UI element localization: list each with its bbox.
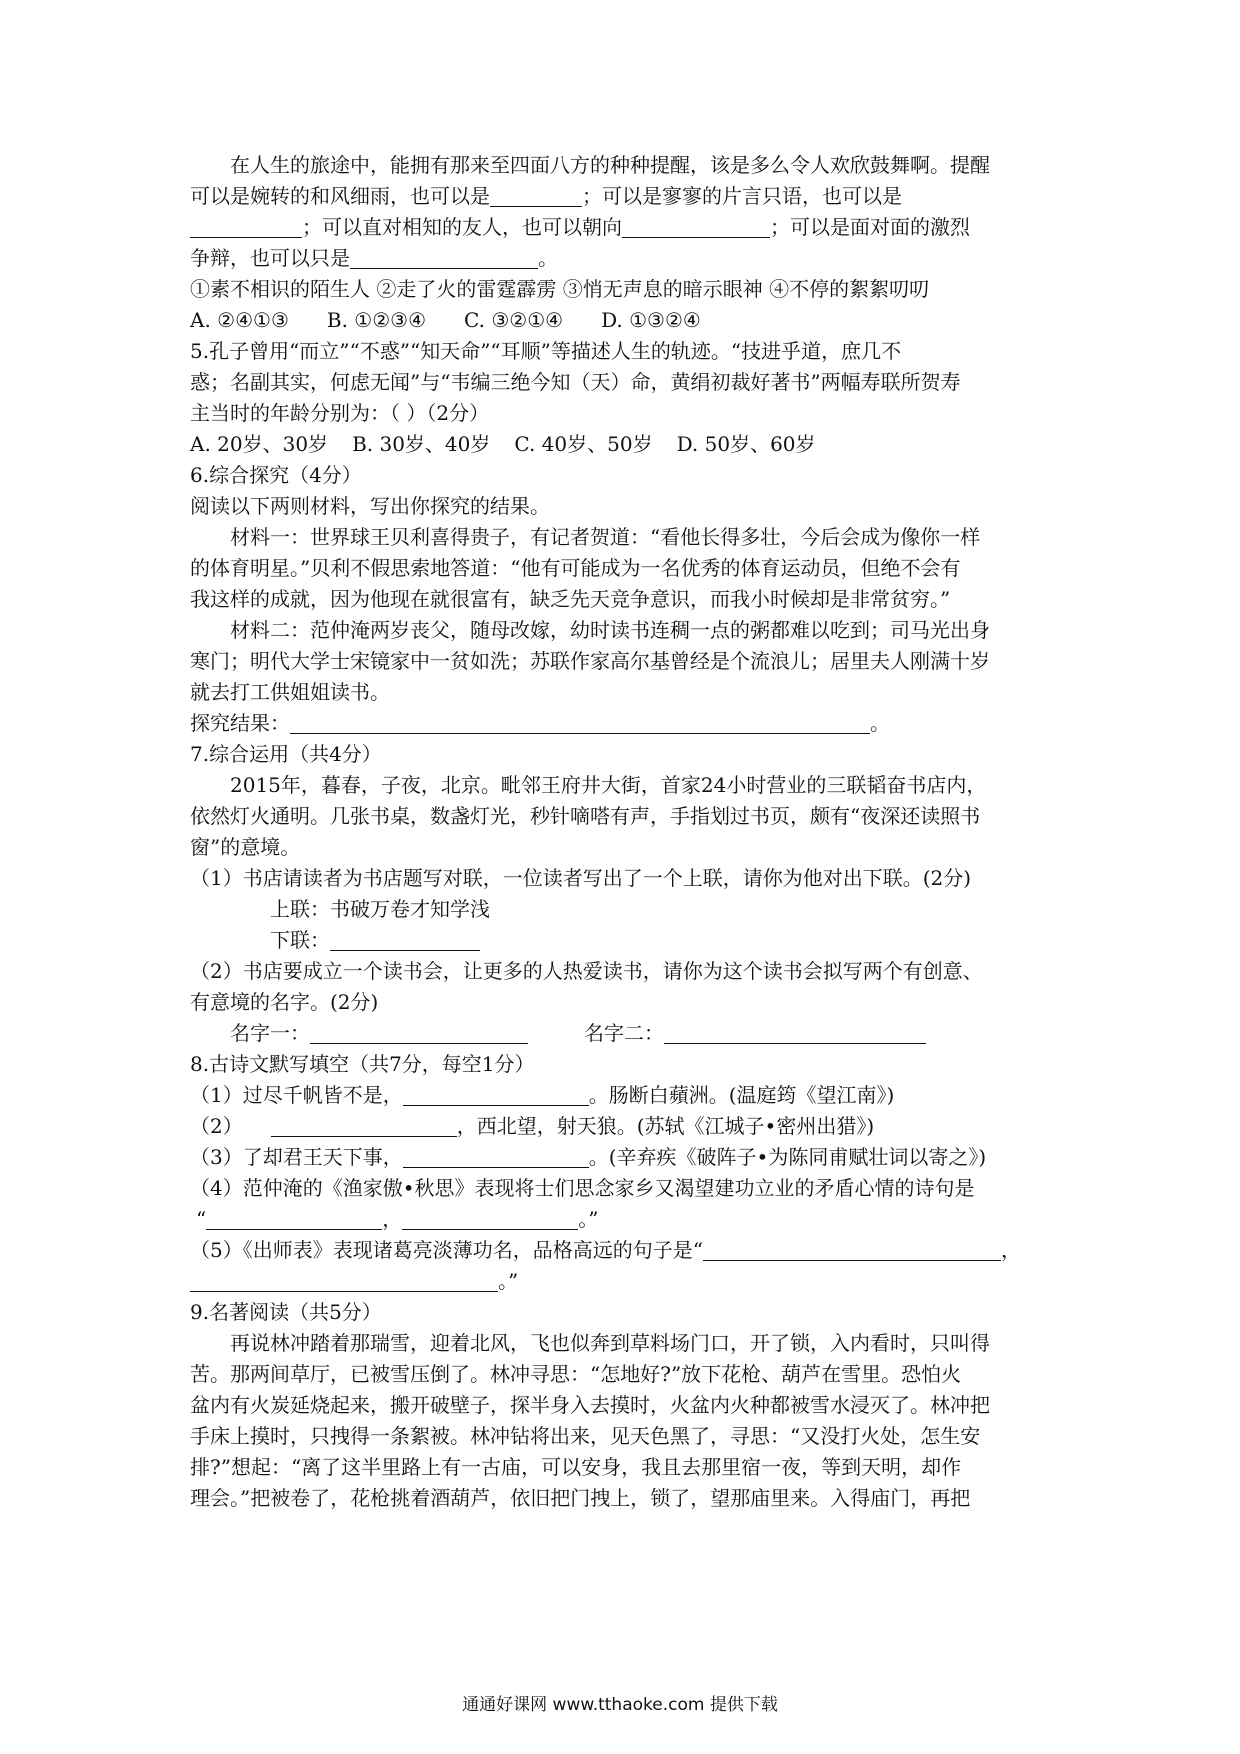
poem-text: （3）了却君王天下事， bbox=[190, 1145, 403, 1169]
poem-blank[interactable] bbox=[403, 1085, 589, 1106]
q9-passage-line: 理会。”把被卷了，花枪挑着酒葫芦，依旧把门拽上，锁了，望那庙里来。入得庙门，再把 bbox=[190, 1486, 971, 1510]
q5-line-1: 5.孔子曾用“而立”“不惑”“知天命”“耳顺”等描述人生的轨迹。“技进乎道，庶几不 bbox=[190, 339, 902, 363]
q7-sub-2a: （2）书店要成立一个读书会，让更多的人热爱读书，请你为这个读书会拟写两个有创意、 bbox=[190, 959, 983, 983]
answer-blank[interactable] bbox=[350, 248, 538, 269]
lower-label: 下联： bbox=[270, 928, 330, 952]
q9-title: 9.名著阅读（共5分） bbox=[190, 1300, 382, 1324]
name-1-label: 名字一： bbox=[230, 1021, 310, 1045]
answer-blank[interactable] bbox=[190, 217, 302, 238]
answer-blank[interactable] bbox=[622, 217, 770, 238]
intro-text: 可以是婉转的和风细雨，也可以是 bbox=[190, 184, 490, 208]
q8-item-2 bbox=[190, 1111, 1070, 1142]
q9-passage-line: 再说林冲踏着那瑞雪，迎着北风，飞也似奔到草料场门口，开了锁，入内看时，只叫得 bbox=[230, 1331, 990, 1355]
q6-prompt: 阅读以下两则材料，写出你探究的结果。 bbox=[190, 494, 550, 518]
option-c[interactable]: C. ③②①④ bbox=[464, 308, 564, 332]
q9-passage-line: 排?”想起：“离了这半里路上有一古庙，可以安身，我且去那里宿一夜，等到天明，却作 bbox=[190, 1455, 962, 1479]
poem-text: 。肠断白蘋洲。(温庭筠《望江南》) bbox=[588, 1083, 895, 1107]
poem-text: （5）《出师表》表现诸葛亮淡薄功名，品格高远的句子是“ bbox=[190, 1238, 703, 1262]
option-b[interactable]: B. 30岁、40岁 bbox=[352, 432, 491, 456]
q7-sub-1: （1）书店请读者为书店题写对联，一位读者写出了一个上联，请你为他对出下联。(2分) bbox=[190, 866, 972, 890]
q9-passage-line: 盆内有火炭延烧起来，搬开破壁子，探半身入去摸时，火盆内火种都被雪水浸灭了。林冲把 bbox=[190, 1393, 990, 1417]
q8-item-3 bbox=[190, 1142, 1070, 1173]
option-d[interactable]: D. ①③②④ bbox=[601, 308, 701, 332]
q7-paragraph-line: 依然灯火通明。几张书桌，数盏灯光，秒针嘀嗒有声，手指划过书页，颇有“夜深还读照书 bbox=[190, 804, 981, 828]
intro-line-4 bbox=[190, 243, 1070, 274]
intro-line-1: 在人生的旅途中，能拥有那来至四面八方的种种提醒，该是多么令人欢欣鼓舞啊。提醒 bbox=[230, 153, 990, 177]
q9-passage-line: 苦。那两间草厅，已被雪压倒了。林冲寻思：“怎地好?”放下花枪、葫芦在雪里。恐怕火 bbox=[190, 1362, 962, 1386]
intro-text: ；可以是寥寥的片言只语，也可以是 bbox=[582, 184, 902, 208]
q5-options bbox=[190, 429, 1070, 460]
result-label: 探究结果： bbox=[190, 711, 290, 735]
poem-text: 。(辛弃疾《破阵子•为陈同甫赋壮词以寄之》) bbox=[588, 1145, 987, 1169]
quote-open: “ bbox=[196, 1207, 207, 1231]
poem-blank[interactable] bbox=[190, 1271, 498, 1292]
upper-couplet: 上联：书破万卷才知学浅 bbox=[270, 897, 490, 921]
poem-text: ， bbox=[1000, 1238, 1021, 1262]
intro-text: ；可以是面对面的激烈 bbox=[770, 215, 970, 239]
material-2-line: 就去打工供姐姐读书。 bbox=[190, 680, 390, 704]
intro-line-2 bbox=[190, 181, 1070, 212]
option-a[interactable]: A. ②④①③ bbox=[190, 308, 289, 332]
couplet-blank[interactable] bbox=[330, 930, 480, 951]
poem-text: （1）过尽千帆皆不是， bbox=[190, 1083, 403, 1107]
intro-text: 。 bbox=[538, 246, 558, 270]
q5-line-2: 惑；名副其实，何虑无闻”与“韦编三绝今知（天）命，黄绢初裁好著书”两幅寿联所贺寿 bbox=[190, 370, 961, 394]
result-end: 。 bbox=[870, 711, 890, 735]
q8-item-4: （4）范仲淹的《渔家傲•秋思》表现将士们思念家乡又渴望建功立业的矛盾心情的诗句是 bbox=[190, 1176, 975, 1200]
q6-title: 6.综合探究（4分） bbox=[190, 463, 362, 487]
material-2-line: 寒门；明代大学士宋镜家中一贫如洗；苏联作家高尔基曾经是个流浪儿；居里夫人刚满十岁 bbox=[190, 649, 990, 673]
q8-item-5-cont bbox=[190, 1266, 1070, 1297]
intro-line-3 bbox=[190, 212, 1070, 243]
material-1-line: 材料一：世界球王贝利喜得贵子，有记者贺道：“看他长得多壮，今后会成为像你一样 bbox=[230, 525, 981, 549]
poem-text: （2） bbox=[190, 1114, 243, 1138]
q7-paragraph-line: 2015年，暮春，子夜，北京。毗邻王府井大街，首家24小时营业的三联韬奋书店内， bbox=[230, 773, 987, 797]
option-b[interactable]: B. ①②③④ bbox=[326, 308, 427, 332]
poem-blank[interactable] bbox=[703, 1240, 1001, 1261]
option-c[interactable]: C. 40岁、50岁 bbox=[514, 432, 653, 456]
material-1-line: 我这样的成就，因为他现在就很富有，缺乏先天竞争意识，而我小时候却是非常贫穷。” bbox=[190, 587, 951, 611]
answer-blank[interactable] bbox=[490, 186, 582, 207]
option-a[interactable]: A. 20岁、30岁 bbox=[190, 432, 329, 456]
name-2-blank[interactable] bbox=[664, 1023, 926, 1044]
material-1-line: 的体育明星。”贝利不假思索地答道：“他有可能成为一名优秀的体育运动员，但绝不会有 bbox=[190, 556, 961, 580]
q7-paragraph-line: 窗”的意境。 bbox=[190, 835, 301, 859]
q8-item-4-answer bbox=[190, 1204, 1070, 1235]
intro-text: ；可以直对相知的友人，也可以朝向 bbox=[302, 215, 622, 239]
intro-text: 争辩，也可以只是 bbox=[190, 246, 350, 270]
result-blank[interactable] bbox=[290, 713, 870, 734]
poem-blank[interactable] bbox=[271, 1116, 457, 1137]
choice-items: ①素不相识的陌生人 ②走了火的雷霆霹雳 ③悄无声息的暗示眼神 ④不停的絮絮叨叨 bbox=[190, 277, 930, 301]
q8-item-1 bbox=[190, 1080, 1070, 1111]
quote-close: 。” bbox=[498, 1269, 519, 1293]
q7-sub-2b: 有意境的名字。(2分) bbox=[190, 990, 379, 1014]
lower-couplet bbox=[190, 925, 1070, 956]
poem-blank[interactable] bbox=[402, 1209, 578, 1230]
name-1-blank[interactable] bbox=[310, 1023, 528, 1044]
page-content bbox=[190, 150, 1070, 1514]
name-2-label: 名字二： bbox=[584, 1021, 664, 1045]
material-2-line: 材料二：范仲淹两岁丧父，随母改嫁，幼时读书连稠一点的粥都难以吃到；司马光出身 bbox=[230, 618, 990, 642]
poem-text: ，西北望，射天狼。(苏轼《江城子•密州出猎》) bbox=[456, 1114, 875, 1138]
option-d[interactable]: D. 50岁、60岁 bbox=[676, 432, 816, 456]
quote-close: 。” bbox=[578, 1207, 599, 1231]
q7-title: 7.综合运用（共4分） bbox=[190, 742, 382, 766]
poem-text: ， bbox=[382, 1207, 403, 1231]
poem-blank[interactable] bbox=[206, 1209, 382, 1230]
q9-passage-line: 手床上摸时，只拽得一条絮被。林冲钻将出来，见天色黑了，寻思：“又没打火处，怎生安 bbox=[190, 1424, 981, 1448]
page-footer: 通通好课网 www.tthaoke.com 提供下载 bbox=[462, 1695, 778, 1715]
q5-line-3: 主当时的年龄分别为：（ ）（2分） bbox=[190, 401, 490, 425]
poem-blank[interactable] bbox=[403, 1147, 589, 1168]
q8-title: 8.古诗文默写填空（共7分，每空1分） bbox=[190, 1052, 535, 1076]
q6-result bbox=[190, 708, 1070, 739]
name-fields bbox=[190, 1018, 1070, 1049]
q8-item-5 bbox=[190, 1235, 1070, 1266]
choice-options bbox=[190, 305, 1070, 336]
